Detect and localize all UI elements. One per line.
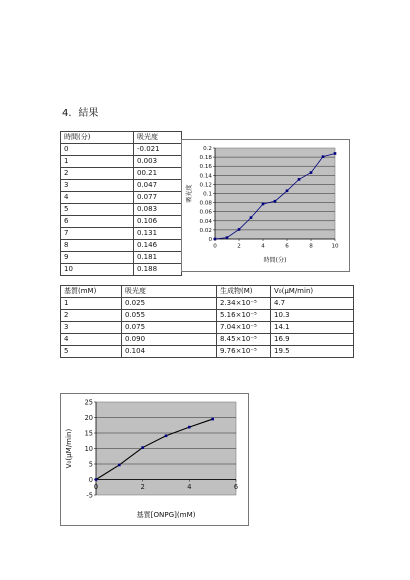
table1-row	[61, 144, 182, 156]
table1-row	[61, 204, 182, 216]
chart2-data-point	[141, 446, 144, 449]
table1-cell: 00.21	[134, 168, 182, 180]
chart1-x-tick-label: 0	[213, 243, 217, 250]
table2-cell: 9.76×10⁻⁵	[217, 346, 271, 358]
table1-cell: 0.188	[134, 264, 182, 276]
velocity-substrate-chart	[60, 393, 249, 526]
table1-cell: 2	[61, 168, 134, 180]
table1-row	[61, 216, 182, 228]
table1-cell: 0.003	[134, 156, 182, 168]
absorbance-time-chart-svg	[182, 140, 349, 271]
table1-cell: 0.106	[134, 216, 182, 228]
chart2-y-tick-label: 0	[88, 475, 93, 484]
table1-cell: 0.083	[134, 204, 182, 216]
table1-cell: 4	[61, 192, 134, 204]
chart1-data-point	[238, 228, 241, 231]
table2-row	[61, 322, 354, 334]
table2-cell: 19.5	[271, 346, 354, 358]
chart2-data-point	[165, 434, 168, 437]
table1-cell: 9	[61, 252, 134, 264]
table1-cell: 0.181	[134, 252, 182, 264]
table1-cell: 7	[61, 228, 134, 240]
table2-header-cell: 生成物(M)	[217, 286, 271, 298]
section-title: 4．結果	[62, 108, 99, 119]
chart2-x-axis-label: 基質[ONPG](mM)	[136, 510, 196, 519]
table1-cell: 6	[61, 216, 134, 228]
table2-header-cell: 基質(mM)	[61, 286, 122, 298]
chart1-data-point	[262, 203, 265, 206]
table2-cell: 8.45×10⁻⁵	[217, 334, 271, 346]
table2-row	[61, 310, 354, 322]
table1-cell: 0.131	[134, 228, 182, 240]
chart2-data-point	[188, 426, 191, 429]
chart2-y-tick-label: 10	[84, 444, 93, 453]
chart1-data-point	[310, 171, 313, 174]
table1-cell: 8	[61, 240, 134, 252]
table2-cell: 7.04×10⁻⁵	[217, 322, 271, 334]
table2-cell: 0.104	[122, 346, 217, 358]
chart1-x-tick-label: 8	[309, 243, 313, 250]
chart1-data-point	[250, 216, 253, 219]
table1-row	[61, 156, 182, 168]
table1-header-cell: 吸光度	[134, 132, 182, 144]
chart2-x-tick-label: 4	[187, 483, 192, 492]
table1-cell: 5	[61, 204, 134, 216]
absorbance-time-chart	[181, 139, 350, 272]
table1-cell: -0.021	[134, 144, 182, 156]
table2-cell: 0.090	[122, 334, 217, 346]
chart2-x-tick-label: 0	[93, 483, 99, 492]
chart1-x-tick-label: 6	[285, 243, 289, 250]
table1-cell: 0.077	[134, 192, 182, 204]
chart1-x-tick-label: 4	[261, 243, 265, 250]
chart1-x-tick-label: 10	[331, 243, 339, 250]
table2-cell: 3	[61, 322, 122, 334]
chart1-data-point	[214, 238, 217, 241]
table1-header-cell: 時間(分)	[61, 132, 134, 144]
table2-cell: 0.075	[122, 322, 217, 334]
chart2-y-axis-label: V₀(μM/min)	[64, 428, 73, 469]
chart1-x-tick-label: 2	[237, 243, 241, 250]
table1-row	[61, 264, 182, 276]
table2-cell: 0.025	[122, 298, 217, 310]
chart1-data-point	[334, 152, 337, 155]
chart1-data-point	[322, 155, 325, 158]
table2-header-row	[61, 286, 354, 298]
table2-cell: 0.055	[122, 310, 217, 322]
chart1-y-tick-label: 0.2	[203, 145, 212, 152]
chart1-y-tick-label: 0.16	[199, 164, 212, 171]
table2-row	[61, 298, 354, 310]
table1-row	[61, 168, 182, 180]
table1-cell: 0.146	[134, 240, 182, 252]
time-absorbance-table-body	[61, 132, 182, 276]
table2-cell: 16.9	[271, 334, 354, 346]
chart2-y-tick-label: 15	[84, 429, 93, 438]
table1-row	[61, 252, 182, 264]
table2-cell: 14.1	[271, 322, 354, 334]
chart2-data-point	[118, 464, 121, 467]
table1-cell: 3	[61, 180, 134, 192]
chart1-y-tick-label: 0.04	[199, 218, 212, 225]
table2-header-cell: V₀(μM/min)	[271, 286, 354, 298]
chart1-y-tick-label: 0.08	[199, 200, 212, 207]
table1-row	[61, 192, 182, 204]
chart2-x-tick-label: 6	[233, 483, 239, 492]
chart1-data-point	[274, 200, 277, 203]
table2-header-cell: 吸光度	[122, 286, 217, 298]
table2-cell: 4.7	[271, 298, 354, 310]
table2-cell: 1	[61, 298, 122, 310]
chart2-y-tick-label: -5	[86, 491, 93, 500]
table2-cell: 4	[61, 334, 122, 346]
chart2-y-tick-label: 5	[88, 460, 93, 469]
table2-cell: 5.16×10⁻⁵	[217, 310, 271, 322]
chart1-y-tick-label: 0.02	[199, 227, 212, 234]
chart1-x-axis-label: 時間(分)	[263, 257, 287, 264]
chart2-y-tick-label: 20	[84, 413, 93, 422]
velocity-substrate-chart-svg	[61, 394, 248, 525]
table2-cell: 10.3	[271, 310, 354, 322]
table1-cell: 0.047	[134, 180, 182, 192]
table1-row	[61, 228, 182, 240]
chart1-data-point	[286, 189, 289, 192]
kinetics-table-body	[61, 286, 354, 358]
table2-row	[61, 334, 354, 346]
chart1-y-axis-label: 吸光度	[186, 184, 193, 203]
table1-cell: 0	[61, 144, 134, 156]
table1-row	[61, 180, 182, 192]
table1-cell: 10	[61, 264, 134, 276]
kinetics-table	[60, 285, 354, 358]
chart1-data-point	[298, 178, 301, 181]
chart1-y-tick-label: 0	[208, 236, 212, 243]
chart2-data-point	[211, 418, 214, 421]
table1-row	[61, 240, 182, 252]
chart1-y-tick-label: 0.12	[199, 182, 212, 189]
table2-cell: 2	[61, 310, 122, 322]
chart1-y-tick-label: 0.06	[199, 209, 212, 216]
chart1-y-tick-label: 0.14	[199, 173, 212, 180]
chart1-y-tick-label: 0.18	[199, 155, 212, 162]
time-absorbance-table	[60, 131, 182, 276]
chart2-y-tick-label: 25	[84, 398, 93, 407]
chart2-data-point	[95, 478, 98, 481]
table1-cell: 1	[61, 156, 134, 168]
chart1-data-point	[226, 236, 229, 239]
table2-cell: 5	[61, 346, 122, 358]
chart1-y-tick-label: 0.1	[203, 191, 212, 198]
table2-cell: 2.34×10⁻⁵	[217, 298, 271, 310]
chart2-x-tick-label: 2	[140, 483, 145, 492]
table1-header-row	[61, 132, 182, 144]
table2-row	[61, 346, 354, 358]
